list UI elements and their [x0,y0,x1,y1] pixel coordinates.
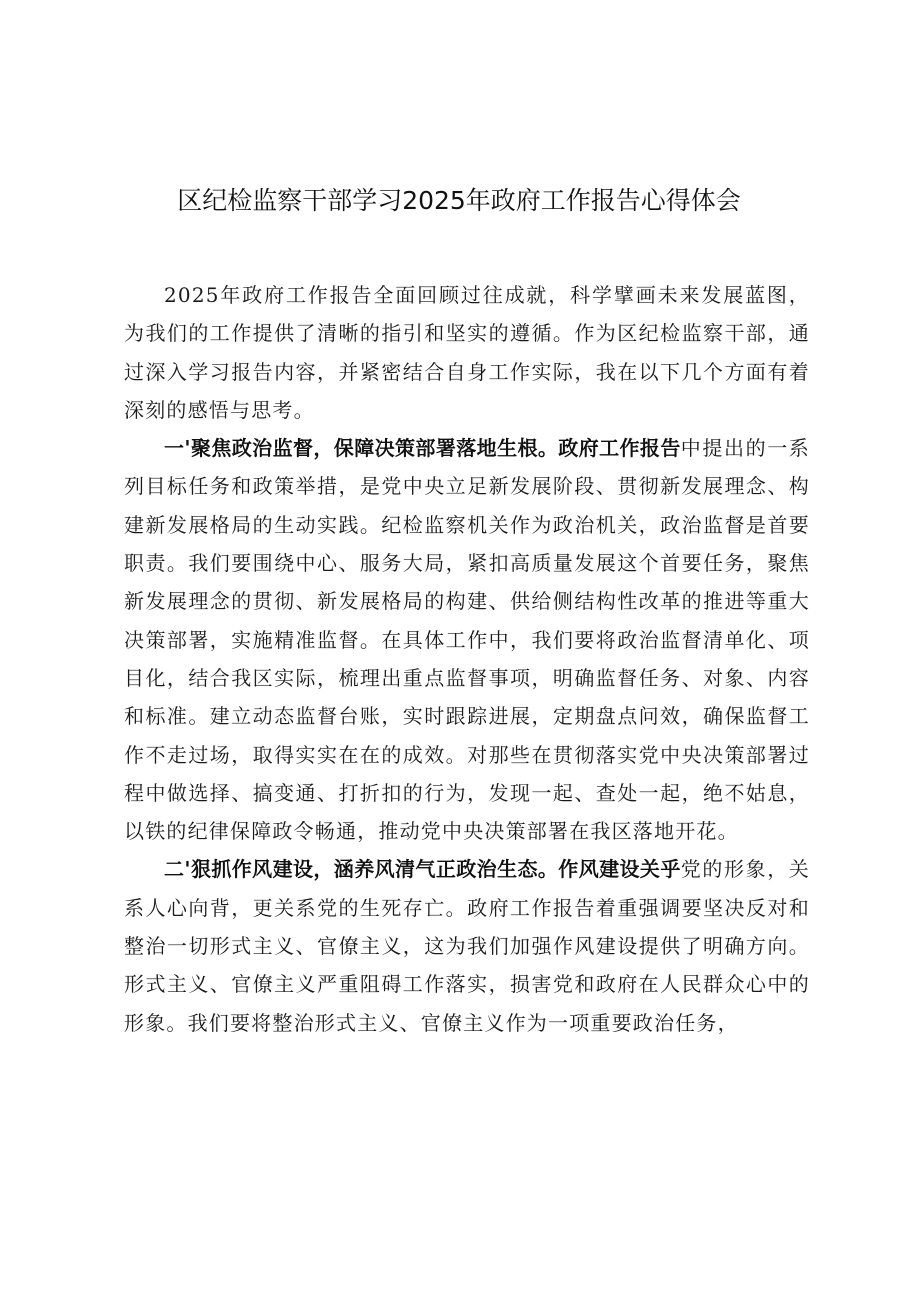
section-1-paragraph [124,429,810,850]
section-1-heading: 一'聚焦政治监督，保障决策部署落地生根。政府工作报告 [164,436,681,461]
intro-paragraph: 2025年政府工作报告全面回顾过往成就，科学擘画未来发展蓝图，为我们的工作提供了清晰的指引和坚实的遵循。作为区纪检监察干部，通过深入学习报告内容，并紧密结合自身工作实际，我在以下几个方面有着深刻的感悟与思考。 [124,283,810,422]
section-2-heading: 二'狠抓作风建设，涵养风清气正政治生态。作风建设关乎 [164,857,681,882]
section-2-paragraph [124,850,810,1041]
document-title: 区纪检监察干部学习2025年政府工作报告心得体会 [177,186,741,215]
document-page [124,0,810,1301]
document-body [124,276,810,1042]
section-1-text: 中提出的一系列目标任务和政策举措，是党中央立足新发展阶段、贯彻新发展理念、构建新发展格局的生动实践。纪检监察机关作为政治机关，政治监督是首要职责。我们要围绕中心、服务大局，紧扣高质量发展这个首要任务，聚焦新发展理念的贯彻、新发展格局的构建、供给侧结构性改革的推进等重大决策部署，实施精准监督。在具体工作中，我们要将政治监督清单化、项目化，结合我区实际，梳理出重点监督事项，明确监督任务、对象、内容和标准。建立动态监督台账，实时跟踪进展，定期盘点问效，确保监督工作不走过场，取得实实在在的成效。对那些在贯彻落实党中央决策部署过程中做选择、搞变通、打折扣的行为，发现一起、查处一起，绝不姑息，以铁的纪律保障政令畅通，推动党中央决策部署在我区落地开花。 [124,436,811,844]
section-2-text: 党的形象，关系人心向背，更关系党的生死存亡。政府工作报告着重强调要坚决反对和整治一切形式主义、官僚主义，这为我们加强作风建设提供了明确方向。形式主义、官僚主义严重阻碍工作落实，损害党和政府在人民群众心中的形象。我们要将整治形式主义、官僚主义作为一项重要政治任务， [124,857,811,1035]
